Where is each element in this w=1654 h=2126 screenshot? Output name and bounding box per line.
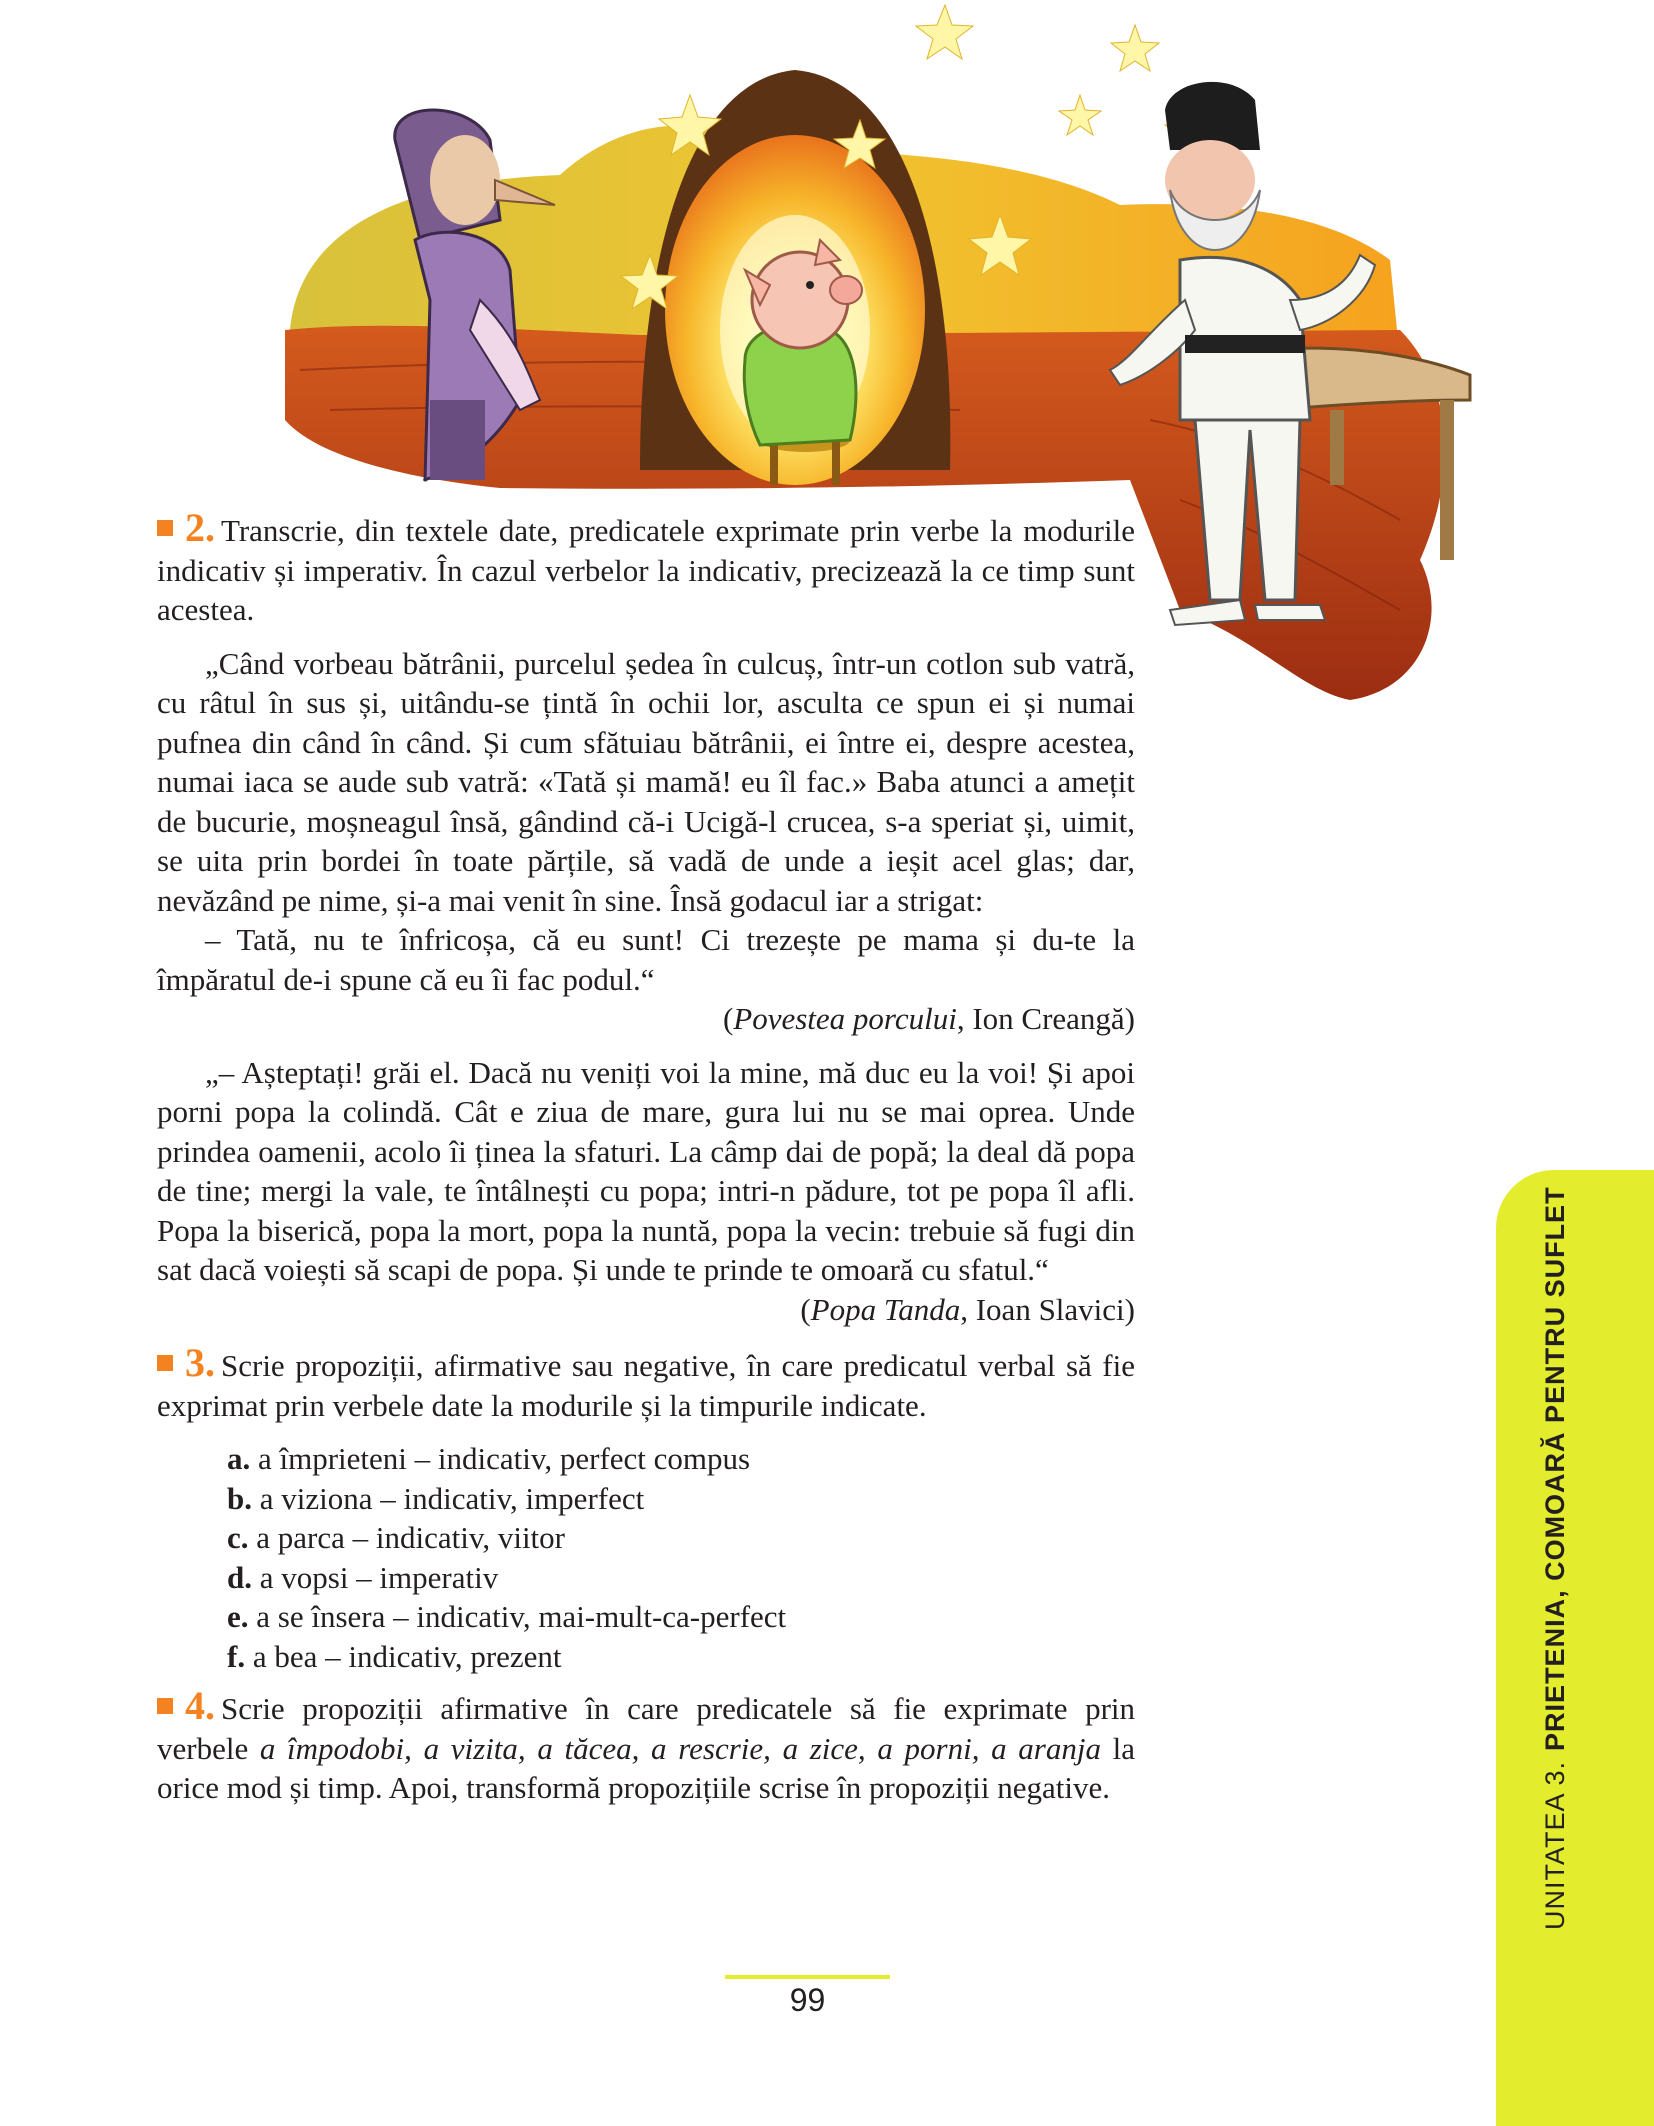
orange-square-bullet (157, 1355, 173, 1371)
unit-label: UNITATEA 3. (1540, 1760, 1570, 1930)
list-item: e. a se însera – indicativ, mai-mult-ca-perfect (227, 1599, 787, 1634)
unit-title (1540, 1170, 1580, 1930)
exercise-number: 3. (185, 1340, 215, 1385)
source-author: , Ion Creangă) (956, 1001, 1135, 1036)
exercise-4 (157, 1683, 1136, 1808)
star-icon (1059, 95, 1101, 135)
exercise-number: 2. (185, 505, 215, 550)
list-item: f. a bea – indicativ, prezent (227, 1638, 562, 1674)
quote-paragraph: – Tată, nu te înfricoșa, că eu sunt! Ci trezește pe mama și du-te la împăratul de-i spune că eu îi fac podul.“ (157, 922, 1135, 997)
quote-popa-tanda (157, 1053, 1135, 1290)
star-icon (1111, 25, 1159, 71)
quote-povestea-porcului (157, 644, 1135, 1000)
verb-examples: a împodobi, a vizita, a tăcea, a rescrie, a zice, a porni, a aranja (259, 1730, 1101, 1766)
page-number-rule (725, 1975, 890, 1979)
page-number: 99 (789, 1982, 826, 2018)
exercise-2 (157, 505, 1135, 630)
list-item: d. a vopsi – imperativ (227, 1559, 499, 1595)
exercise-instruction: Scrie propoziții, afirmative sau negative, în care predicatul verbal să fie exprimat prin verbele date la modurile și la timpurile indicate. (157, 1348, 1135, 1423)
quote-paragraph: „Când vorbeau bătrânii, purcelul ședea în culcuș, într-un cotlon sub vatră, cu râtul în sus și, uitându-se țintă în ochii lor, asculta ce spun ei și numai pufnea din când în când. Și cum sfătuiau bătrânii, ei între ei, despre acestea, numai iaca se aude sub vatră: «Tată și mamă! eu îl fac.» Baba atunci a amețit de bucurie, moșneagul însă, gândind că-i Ucigă-l crucea, s-a speriat și, uimit, se uita prin bordei în toate părțile, să vadă de unde a ieșit acel glas; dar, nevăzând pe nime, și-a mai venit în sine. Însă godacul iar a strigat: (157, 645, 1135, 918)
quote-source: (Povestea porcului, Ion Creangă) (722, 1001, 1135, 1036)
orange-square-bullet (157, 520, 173, 536)
unit-name: PRIETENIA, COMOARĂ PENTRU SUFLET (1540, 1186, 1570, 1751)
star-icon (916, 5, 973, 59)
quote-paragraph: „– Așteptați! grăi el. Dacă nu veniți voi la mine, mă duc eu la voi! Și apoi porni popa la colindă. Cât e ziua de mare, gura lui nu se mai oprea. Unde prindea oamenii, acolo îi ținea la sfaturi. La câmp dai de popă; la deal dă popa de tine; mergi la vale, te întâlnești cu popa; intri-n pădure, tot pe popa îl afli. Popa la biserică, popa la mort, popa la nuntă, popa la vecin: trebuie să fugi din sat dacă voiești să scapi de popa. Și unde te prinde te omoară cu sfatul.“ (157, 1054, 1135, 1287)
exercise-3 (157, 1340, 1135, 1425)
exercise-instruction-start: Scrie propoziții afirmative în care predicatele să fie exprimate prin verbele (157, 1691, 1135, 1766)
exercise-instruction: Transcrie, din textele date, predicatele exprimate prin verbe la modurile indicativ și imperativ. În cazul verbelor la indicativ, precizează la ce timp sunt acestea. (157, 513, 1135, 627)
list-item: c. a parca – indicativ, viitor (227, 1520, 565, 1555)
list-item: b. a viziona – indicativ, imperfect (227, 1480, 645, 1516)
orange-square-bullet (157, 1698, 173, 1714)
exercise-number: 4. (185, 1683, 215, 1728)
quote-source: (Popa Tanda, Ioan Slavici) (800, 1291, 1135, 1327)
source-title: Popa Tanda (810, 1291, 961, 1327)
list-item: a. a împrieteni – indicativ, perfect compus (227, 1441, 751, 1476)
exercise-instruction-end: la orice mod și timp. Apoi, transformă propozițiile scrise în propoziții negative. (157, 1730, 1136, 1805)
source-author: , Ioan Slavici) (960, 1291, 1135, 1327)
source-title: Povestea porcului (733, 1001, 957, 1036)
text-column (157, 505, 1136, 1822)
verb-list (227, 1439, 1135, 1676)
